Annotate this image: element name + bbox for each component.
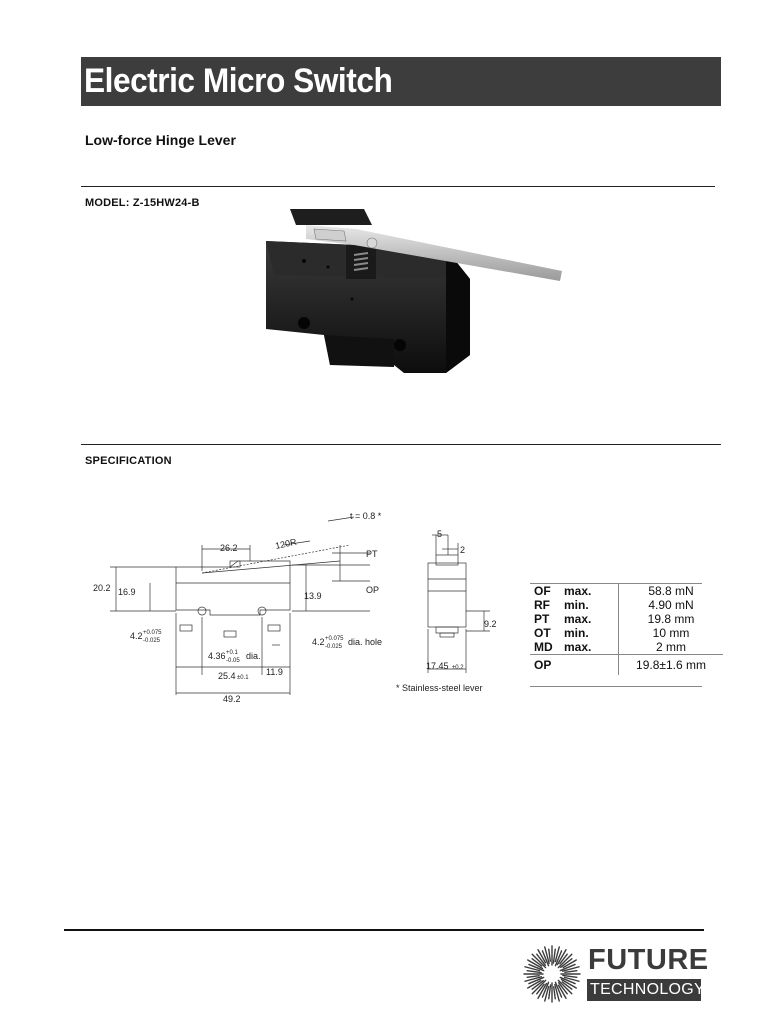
spec-row bbox=[530, 626, 723, 640]
dim-hole-left bbox=[130, 630, 162, 644]
spec-value: 10 mm bbox=[619, 626, 724, 640]
divider-top bbox=[81, 186, 715, 187]
svg-text:4.2: 4.2 bbox=[130, 631, 143, 641]
spec-value: 19.8 mm bbox=[619, 612, 724, 626]
dim-side-17-45 bbox=[426, 661, 464, 671]
logo-future: FUTURE bbox=[588, 944, 709, 976]
specification-heading: SPECIFICATION bbox=[85, 455, 172, 467]
svg-text:4.2: 4.2 bbox=[312, 637, 325, 647]
logo-ray bbox=[527, 976, 539, 978]
dim-20-2: 20.2 bbox=[93, 583, 111, 593]
svg-text:+0.1: +0.1 bbox=[226, 650, 238, 656]
spec-value: 4.90 mN bbox=[619, 598, 724, 612]
logo-ray bbox=[554, 987, 556, 999]
svg-text:-0.05: -0.05 bbox=[226, 658, 240, 664]
svg-text:±0.1: ±0.1 bbox=[237, 675, 249, 681]
spec-table bbox=[530, 584, 723, 675]
logo-ray bbox=[565, 971, 577, 973]
spec-row bbox=[530, 598, 723, 612]
spec-qualifier-empty bbox=[560, 655, 619, 676]
svg-text:dia. hole: dia. hole bbox=[348, 637, 383, 647]
dim-side-5: 5 bbox=[437, 529, 443, 539]
svg-text:+0.075: +0.075 bbox=[325, 636, 344, 642]
spec-row bbox=[530, 612, 723, 626]
svg-text:17.45: 17.45 bbox=[426, 661, 449, 671]
spec-key: OF bbox=[534, 584, 551, 598]
spec-key: MD bbox=[534, 640, 553, 654]
dim-hole-right bbox=[312, 636, 382, 650]
model-label: MODEL: Z-15HW24-B bbox=[85, 197, 200, 209]
svg-text:-0.025: -0.025 bbox=[143, 638, 161, 644]
spec-qualifier: max. bbox=[564, 612, 592, 626]
svg-text:±0.2: ±0.2 bbox=[452, 665, 464, 671]
spec-key: OP bbox=[530, 655, 560, 676]
divider-spec bbox=[81, 444, 721, 445]
dim-thickness: t = 0.8 * bbox=[350, 511, 382, 521]
spec-qualifier: max. bbox=[564, 584, 592, 598]
spec-value: 2 mm bbox=[619, 640, 724, 655]
page-title: Electric Micro Switch bbox=[84, 62, 393, 100]
spec-key: PT bbox=[534, 612, 550, 626]
dim-13-9: 13.9 bbox=[304, 591, 322, 601]
svg-text:4.36: 4.36 bbox=[208, 651, 226, 661]
dim-25-4 bbox=[218, 671, 249, 681]
dimension-drawing bbox=[80, 505, 510, 705]
spec-key: RF bbox=[534, 598, 550, 612]
spec-qualifier: min. bbox=[564, 598, 589, 612]
spec-value: 19.8±1.6 mm bbox=[619, 655, 724, 676]
dim-side-2: 2 bbox=[460, 545, 466, 555]
spec-qualifier: max. bbox=[564, 640, 592, 654]
spec-key: OT bbox=[534, 626, 551, 640]
spec-qualifier: min. bbox=[564, 626, 589, 640]
spec-row bbox=[530, 640, 723, 655]
dim-radius: 120R bbox=[274, 536, 298, 551]
divider-footer bbox=[64, 929, 704, 931]
dim-26-2: 26.2 bbox=[220, 543, 238, 553]
svg-text:25.4: 25.4 bbox=[218, 671, 236, 681]
dim-op: OP bbox=[366, 585, 380, 595]
drawing-note: * Stainless-steel lever bbox=[396, 683, 483, 693]
spec-value: 58.8 mN bbox=[619, 584, 724, 598]
spec-row bbox=[530, 584, 723, 598]
dim-pt: PT bbox=[366, 549, 378, 559]
product-photo bbox=[244, 195, 566, 403]
logo-sunburst-icon bbox=[520, 942, 584, 1006]
dim-side-9-2: 9.2 bbox=[484, 619, 497, 629]
spec-row-op bbox=[530, 655, 723, 676]
dim-11-9: 11.9 bbox=[266, 667, 283, 677]
dim-49-2: 49.2 bbox=[223, 694, 241, 704]
dim-16-9: 16.9 bbox=[118, 587, 136, 597]
svg-text:dia.: dia. bbox=[246, 651, 261, 661]
svg-text:+0.075: +0.075 bbox=[143, 630, 162, 636]
svg-text:-0.025: -0.025 bbox=[325, 644, 343, 650]
dim-hole-center bbox=[208, 650, 261, 664]
page-subtitle: Low-force Hinge Lever bbox=[85, 132, 236, 148]
logo-technology: TECHNOLOGY bbox=[590, 981, 706, 998]
logo-ray bbox=[549, 949, 551, 961]
